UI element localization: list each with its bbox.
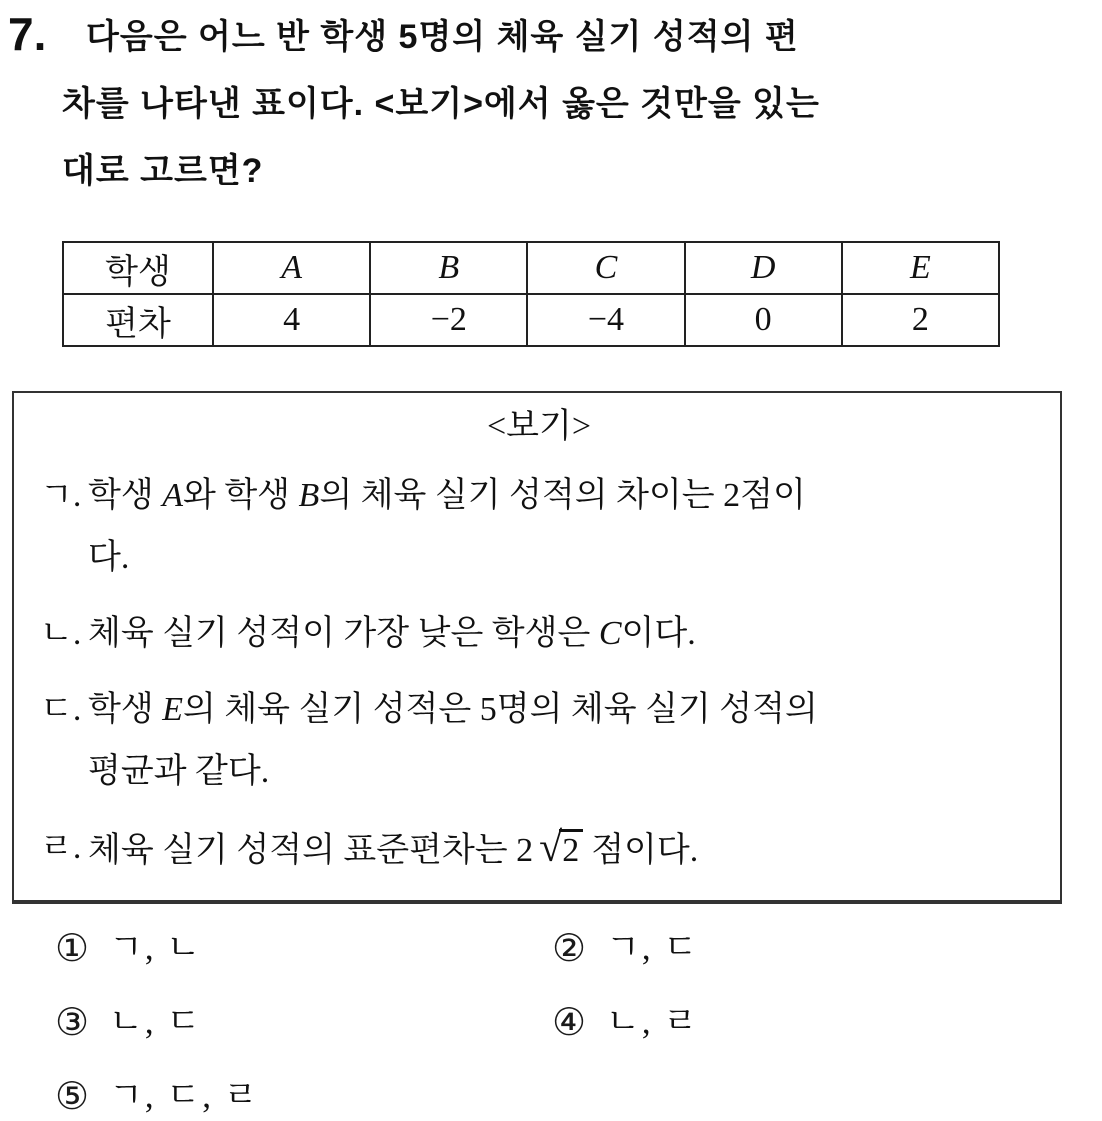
table-cell-student: E [842,242,999,294]
choice-4 [552,998,1102,1046]
table-cell-student: C [527,242,684,294]
choice-2-circle-number: ② [552,926,587,970]
radicand: 2 [559,829,583,869]
choice-1-label: ㄱ, ㄴ [109,928,203,967]
table-row-students [63,242,999,294]
question-stem-line: 대로 고르면? [62,152,264,190]
table-cell-deviation: 2 [842,294,999,346]
math-variable: C [598,615,622,652]
choice-2-label: ㄱ, ㄷ [606,928,700,967]
math-variable: E [162,691,183,728]
bogi-item-text [88,603,1038,665]
table-cell-deviation: −4 [527,294,684,346]
radical-icon: √ [539,825,563,871]
choice-5-circle-number: ⑤ [55,1074,90,1118]
table-label-student: 학생 [63,242,213,294]
bogi-item-d [40,679,1038,803]
bogi-item-r [40,817,1038,882]
square-root-expression [539,825,583,871]
answer-choices [55,924,1102,1120]
choice-5-label: ㄱ, ㄷ, ㄹ [109,1076,260,1115]
math-variable: B [298,477,320,514]
table-row-deviations [63,294,999,346]
bogi-box [12,391,1062,904]
choice-3 [55,998,552,1046]
table-cell-deviation: 4 [213,294,370,346]
choice-2 [552,924,1102,972]
choice-3-label: ㄴ, ㄷ [109,1002,203,1041]
choice-4-circle-number: ④ [552,1000,587,1044]
question-stem [62,4,1096,205]
table-cell-student: B [370,242,527,294]
bogi-title: <보기> [486,408,592,445]
bogi-item-text [88,465,1038,589]
bogi-item-marker: ㄹ. [40,829,82,866]
bogi-item-text [88,679,1038,803]
choice-3-circle-number: ③ [55,1000,90,1044]
exam-question-page [0,4,1102,1121]
choice-5 [55,1072,552,1120]
math-variable: A [162,477,183,514]
bogi-item-line: 학생 E의 체육 실기 성적은 5명의 체육 실기 성적의 [88,691,818,728]
question-number: 7. [8,8,47,60]
bogi-item-marker: ㄷ. [40,691,82,728]
bogi-item-g [40,465,1038,589]
bogi-item-line: 체육 실기 성적이 가장 낮은 학생은 C이다. [88,615,696,652]
table-cell-deviation: −2 [370,294,527,346]
bogi-item-line: 체육 실기 성적의 표준편차는 2 √2 점이다. [88,825,699,871]
bogi-item-n [40,603,1038,665]
question-stem-line: 다음은 어느 반 학생 5명의 체육 실기 성적의 편 [86,18,799,56]
question-stem-line: 차를 나타낸 표이다. <보기>에서 옳은 것만을 있는 [62,85,820,123]
table-label-deviation: 편차 [63,294,213,346]
choice-4-label: ㄴ, ㄹ [606,1002,700,1041]
table-cell-deviation: 0 [685,294,842,346]
table-cell-student: A [213,242,370,294]
bogi-item-marker: ㄱ. [40,477,82,514]
bogi-item-line: 학생 A와 학생 B의 체육 실기 성적의 차이는 2점이 [88,477,806,514]
choice-1 [55,924,552,972]
deviation-table [62,241,1000,347]
bogi-item-line: 평균과 같다. [88,753,270,790]
table-cell-student: D [685,242,842,294]
bogi-item-line: 다. [88,539,130,576]
choice-1-circle-number: ① [55,926,90,970]
bogi-item-text [88,817,1038,882]
bogi-item-marker: ㄴ. [40,615,82,652]
